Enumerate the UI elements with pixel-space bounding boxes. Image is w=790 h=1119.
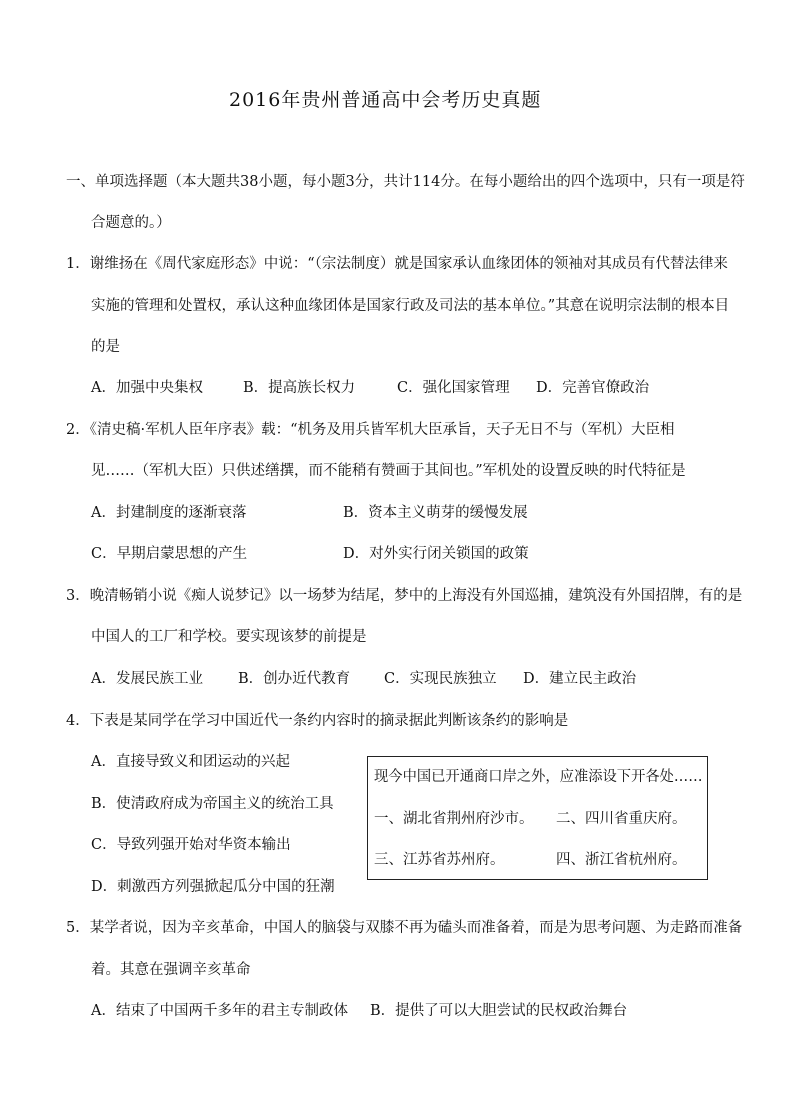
q5-option-b: B．提供了可以大胆尝试的民权政治舞台	[370, 1003, 628, 1019]
treaty-port-item: 三、江苏省苏州府。	[374, 852, 505, 868]
treaty-excerpt-box	[367, 756, 708, 880]
q4-option-a: A．直接导致义和团运动的兴起	[91, 754, 290, 770]
treaty-port-item: 四、浙江省杭州府。	[556, 852, 687, 868]
q1-option-c: C．强化国家管理	[397, 380, 510, 396]
q1-option-b: B．提高族长权力	[243, 380, 356, 396]
q2-stem: 2．《清史稿·军机人臣年序表》载：“机务及用兵皆军机大臣承旨，天子无日不与（军机）大臣相	[66, 422, 675, 438]
q3-stem: 3．晚清畅销小说《痴人说梦记》以一场梦为结尾，梦中的上海没有外国巡捕，建筑没有外国招牌，有的是	[66, 588, 743, 604]
q3-stem-cont: 中国人的工厂和学校。要实现该梦的前提是	[91, 629, 367, 645]
q1-stem-cont: 的是	[91, 339, 120, 355]
q2-option-b: B．资本主义萌芽的缓慢发展	[343, 505, 528, 521]
page-title: 2016年贵州普通高中会考历史真题	[229, 89, 542, 111]
treaty-port-item: 二、四川省重庆府。	[556, 811, 687, 827]
q3-option-d: D．建立民主政治	[523, 671, 637, 687]
q2-stem-cont: 见……（军机大臣）只供述缮撰，而不能稍有赞画于其间也。”军机处的设置反映的时代特征是	[91, 463, 686, 479]
q5-stem: 5．某学者说，因为辛亥革命，中国人的脑袋与双膝不再为磕头而准备着，而是为思考问题、为走路而准备	[66, 920, 743, 936]
q2-option-a: A．封建制度的逐渐衰落	[91, 505, 247, 521]
q4-option-c: C．导致列强开始对华资本输出	[91, 837, 291, 853]
q3-option-c: C．实现民族独立	[384, 671, 497, 687]
q5-stem-cont: 着。其意在强调辛亥革命	[91, 962, 251, 978]
q1-option-a: A．加强中央集权	[91, 380, 203, 396]
q3-option-b: B．创办近代教育	[238, 671, 351, 687]
treaty-excerpt-intro: 现今中国已开通商口岸之外，应准添设下开各处……	[374, 769, 703, 785]
q3-option-a: A．发展民族工业	[91, 671, 203, 687]
q1-stem-cont: 实施的管理和处置权，承认这种血缘团体是国家行政及司法的基本单位。”其意在说明宗法制的根本目	[91, 298, 730, 314]
q5-option-a: A．结束了中国两千多年的君主专制政体	[91, 1003, 348, 1019]
q4-option-b: B．使清政府成为帝国主义的统治工具	[91, 796, 334, 812]
q1-stem: 1．谢维扬在《周代家庭形态》中说：“（宗法制度）就是国家承认血缘团体的领袖对其成员有代替法律来	[66, 256, 728, 272]
q1-option-d: D．完善官僚政治	[536, 380, 650, 396]
treaty-port-item: 一、湖北省荆州府沙市。	[374, 811, 534, 827]
section-heading-cont: 合题意的。）	[91, 215, 171, 231]
q2-option-c: C．早期启蒙思想的产生	[91, 546, 248, 562]
q4-option-d: D．刺激西方列强掀起瓜分中国的狂潮	[91, 879, 335, 895]
section-heading: 一、单项选择题（本大题共38小题，每小题3分，共计114分。在每小题给出的四个选项中，只有一项是符	[66, 174, 745, 190]
q4-stem: 4．下表是某同学在学习中国近代一条约内容时的摘录据此判断该条约的影响是	[66, 713, 569, 729]
q2-option-d: D．对外实行闭关锁国的政策	[343, 546, 529, 562]
